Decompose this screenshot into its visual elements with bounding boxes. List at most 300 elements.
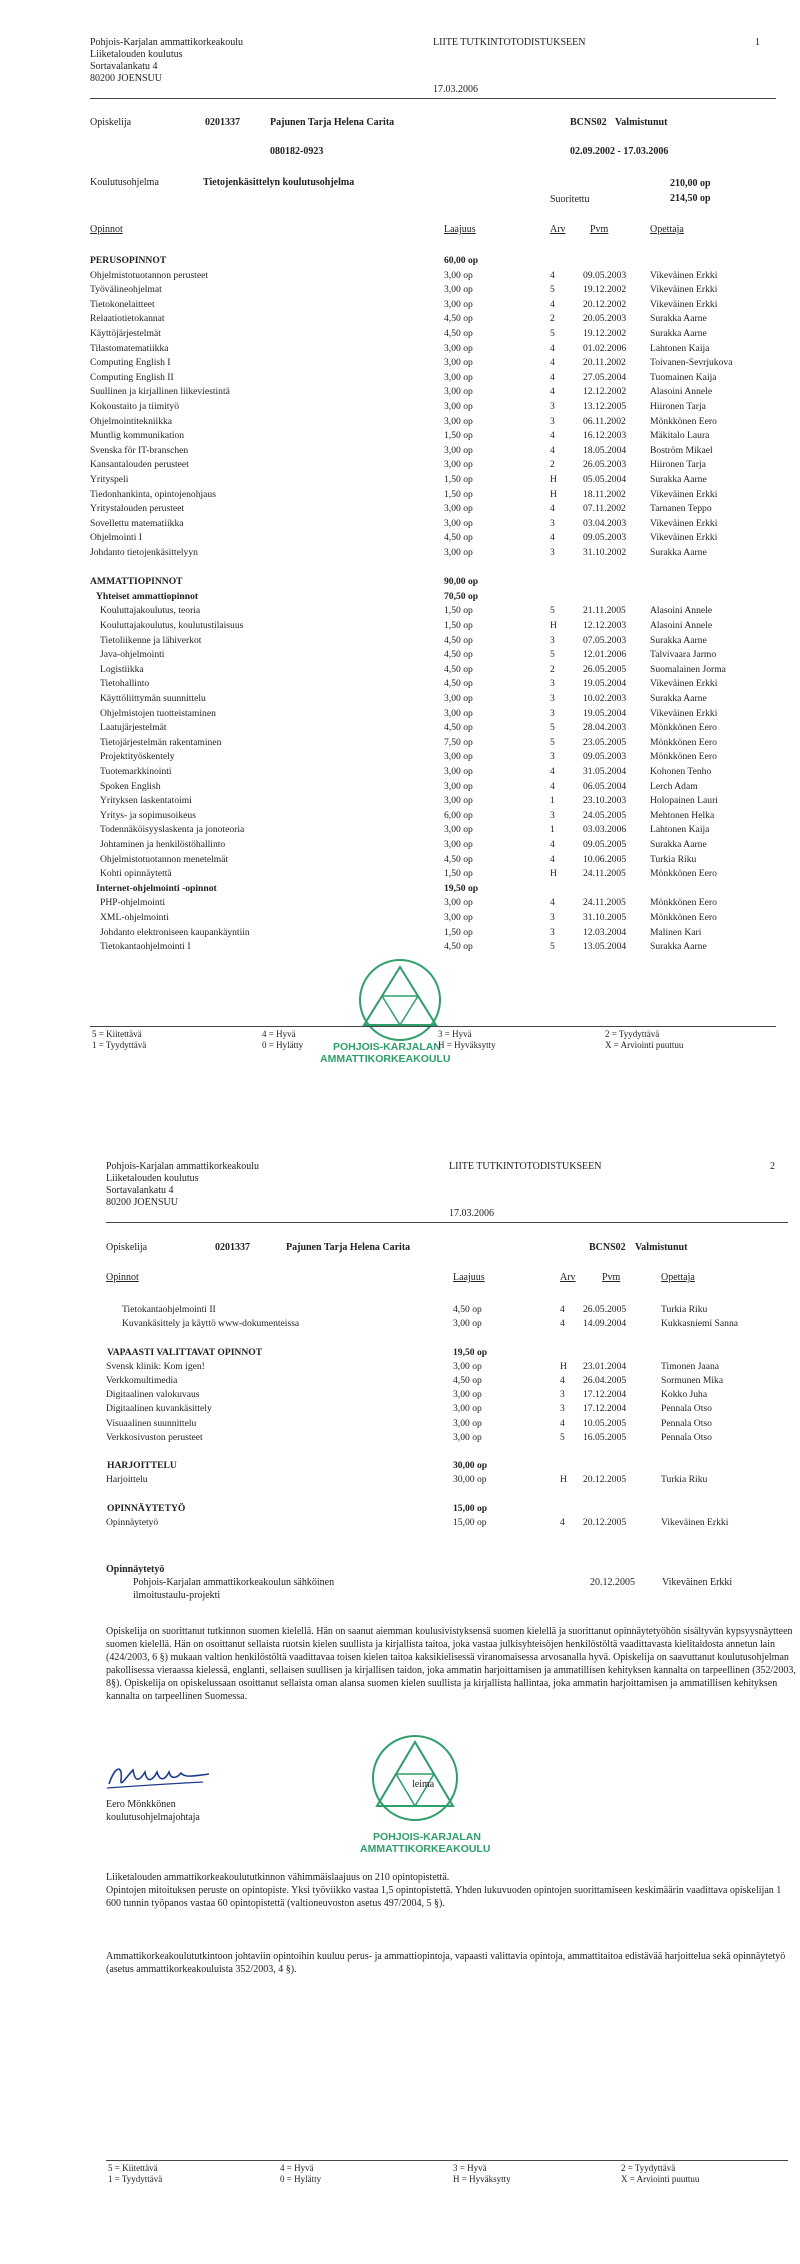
cell-ects: 4,50 op [444,678,473,690]
graduation-status: Valmistunut [635,1242,688,1253]
cell-name: Tuotemarkkinointi [100,766,172,777]
cell-ects: 4,50 op [444,634,473,646]
cell-teacher: Mehtonen Helka [650,809,715,821]
completed-label: Suoritettu [550,194,590,205]
cell-date: 31.05.2004 [583,766,627,777]
cell-date: 20.05.2003 [583,313,627,325]
cell-date: 20.12.2005 [583,1474,627,1486]
cell-teacher: Kokko Juha [661,1389,708,1401]
cell-name: Ohjelmointi I [90,532,142,544]
cell-grade: H [560,1360,567,1372]
cell-ects: 3,00 op [444,517,473,529]
cell-teacher: Lahtonen Kaija [650,342,710,354]
institution-line: Liiketalouden koulutus [90,49,183,60]
cell-teacher: Mönkkönen Eero [650,722,717,734]
cell-date: 12.03.2004 [583,926,627,938]
cell-name: Computing English I [90,357,171,369]
cell-ects: 1,50 op [444,474,473,485]
table-row [0,853,800,866]
table-row [0,473,800,486]
cell-name: Harjoittelu [106,1474,148,1486]
cell-date: 07.05.2003 [583,634,627,646]
cell-date: 09.05.2005 [583,839,627,850]
table-row [0,1516,800,1529]
table-row [0,736,800,749]
cell-date: 20.11.2002 [583,357,626,369]
cell-ects: 15,00 op [453,1517,487,1528]
col-header-teacher: Opettaja [650,224,684,235]
table-row [0,1388,800,1401]
table-row [0,1459,800,1472]
cell-ects: 19,50 op [453,1346,488,1358]
cell-name: Kohti opinnäytettä [100,868,172,880]
cell-teacher: Mönkkönen Eero [650,912,717,923]
cell-teacher: Vikeväinen Erkki [650,517,718,529]
cell-ects: 3,00 op [444,795,473,807]
cell-date: 19.12.2002 [583,328,627,339]
institution-line: Pohjois-Karjalan ammattikorkeakoulu [90,37,244,48]
cell-teacher: Pennala Otso [661,1403,712,1415]
cell-teacher: Surakka Aarne [650,474,707,485]
cell-teacher: Turkia Riku [650,853,697,865]
cell-ects: 1,50 op [444,430,473,442]
cell-name: Verkkosivuston perusteet [106,1431,203,1443]
cell-date: 26.05.2005 [583,1304,627,1315]
table-row [0,269,800,282]
legend-rule [106,2160,788,2161]
table-row [0,794,800,807]
cell-teacher: Vikeväinen Erkki [661,1517,729,1528]
header-rule [90,98,776,99]
cell-name: OPINNÄYTETYÖ [107,1502,186,1514]
cell-ects: 3,00 op [444,371,473,383]
transcript-page-2 [0,1130,800,2264]
table-row [0,809,800,822]
cell-teacher: Surakka Aarne [650,634,707,646]
legend-item: 0 = Hylätty [262,1040,304,1050]
cell-date: 10.02.2003 [583,693,627,704]
cell-ects: 1,50 op [444,620,473,631]
cell-grade: 4 [550,386,555,398]
cell-teacher: Malinen Kari [650,926,702,938]
thesis-date: 20.12.2005 [590,1577,635,1588]
cell-grade: 4 [560,1517,565,1528]
table-row [0,940,800,953]
table-row [0,546,800,559]
table-row [0,283,800,296]
cell-ects: 3,00 op [453,1389,482,1401]
cell-date: 23.10.2003 [583,795,627,807]
student-name: Pajunen Tarja Helena Carita [270,117,395,128]
table-row [0,604,800,617]
cell-name: Svensk klinik: Kom igen! [106,1360,205,1372]
cell-name: Tiedonhankinta, opintojenohjaus [90,488,216,500]
cell-grade: 1 [550,824,555,836]
document-title: LIITE TUTKINTOTODISTUKSEEN [449,1161,602,1172]
cell-name: Internet-ohjelmointi -opinnot [96,882,217,894]
cell-name: Kansantalouden perusteet [90,459,189,471]
cell-date: 09.05.2003 [583,269,627,281]
cell-grade: 3 [550,912,555,923]
cell-teacher: Kukkasniemi Sanna [661,1318,739,1330]
course-table [0,254,800,1014]
cell-date: 12.12.2003 [583,620,627,631]
cell-date: 24.11.2005 [583,897,626,909]
cell-grade: H [560,1474,567,1486]
cell-date: 14.09.2004 [583,1318,627,1330]
cell-name: Yrityksen laskentatoimi [100,795,192,807]
cell-ects: 70,50 op [444,590,479,602]
legend-item: 0 = Hylätty [280,2174,322,2184]
cell-grade: 4 [550,897,555,909]
table-row [0,867,800,880]
table-row [0,721,800,734]
cell-ects: 3,00 op [444,415,473,427]
cell-ects: 3,00 op [444,459,473,471]
cell-teacher: Mönkkönen Eero [650,868,717,880]
table-row [0,911,800,924]
cell-date: 28.04.2003 [583,722,627,734]
table-row [0,254,800,267]
cell-date: 24.11.2005 [583,868,626,880]
cell-ects: 4,50 op [444,649,473,661]
completed-credits: 214,50 op [670,193,711,204]
grade-legend [0,2163,800,2187]
cell-date: 09.05.2003 [583,532,627,544]
cell-ects: 1,50 op [444,926,473,938]
cell-name: Computing English II [90,371,174,383]
cell-date: 17.12.2004 [583,1389,627,1401]
transcript-page-1 [0,0,800,1100]
cell-date: 20.12.2005 [583,1517,627,1528]
cell-name: Tietojärjestelmän rakentaminen [100,736,222,748]
cell-teacher: Vikeväinen Erkki [650,707,718,719]
legend-rule [90,1026,776,1027]
table-row [0,838,800,851]
cell-name: Verkkomultimedia [106,1375,178,1386]
cell-grade: 4 [550,269,555,281]
cell-name: Kouluttajakoulutus, koulutustilaisuus [100,620,244,631]
legend-item: H = Hyväksytty [453,2174,511,2184]
table-row [0,1431,800,1444]
cell-teacher: Boström Mikael [650,444,713,456]
cell-teacher: Mönkkönen Eero [650,415,717,427]
document-date: 17.03.2006 [449,1208,494,1219]
table-row [0,648,800,661]
cell-name: AMMATTIOPINNOT [90,576,183,588]
cell-teacher: Surakka Aarne [650,941,707,953]
cell-grade: H [550,474,557,485]
cell-date: 16.05.2005 [583,1431,627,1443]
cell-date: 31.10.2002 [583,547,627,558]
cell-teacher: Vikeväinen Erkki [650,678,718,690]
cell-grade: 2 [550,313,555,325]
cell-name: Ohjelmistotuotannon perusteet [90,269,209,281]
cell-teacher: Holopainen Lauri [650,795,718,807]
study-period: 02.09.2002 - 17.03.2006 [570,146,669,157]
program-label: Koulutusohjelma [90,177,159,188]
page-number: 2 [770,1161,775,1172]
col-header-course: Opinnot [106,1272,139,1283]
cell-date: 27.05.2004 [583,371,627,383]
institution-line: 80200 JOENSUU [90,73,162,84]
cell-name: Yhteiset ammattiopinnot [96,590,199,602]
cell-ects: 30,00 op [453,1474,487,1486]
course-table [0,1303,800,1533]
seal-text-1: POHJOIS-KARJALAN [373,1831,481,1843]
col-header-grade: Arv [560,1272,576,1283]
table-row [0,517,800,530]
cell-teacher: Kohonen Tenho [650,766,712,777]
student-id: 0201337 [205,117,240,128]
thesis-teacher: Vikeväinen Erkki [662,1577,733,1588]
thesis-title: ilmoitustaulu-projekti [133,1590,221,1601]
cell-ects: 3,00 op [444,766,473,777]
cell-name: Tietokantaohjelmointi II [122,1304,216,1315]
cell-teacher: Alasoini Annele [650,605,713,617]
cell-teacher: Vikeväinen Erkki [650,298,718,310]
legend-item: 4 = Hyvä [262,1029,296,1039]
cell-grade: 2 [550,459,555,471]
cell-ects: 3,00 op [444,342,473,354]
cell-name: HARJOITTELU [107,1460,177,1472]
cell-date: 26.04.2005 [583,1375,627,1386]
info-min-credits: Liiketalouden ammattikorkeakoulututkinnon vähimmäislaajuus on 210 opintopistettä. [106,1872,450,1883]
cell-grade: 5 [550,284,555,296]
cell-name: Johdanto tietojenkäsittelyyn [90,547,198,558]
cell-date: 31.10.2005 [583,912,627,923]
thesis-heading: Opinnäytetyö [106,1564,165,1575]
table-row [0,502,800,515]
cell-name: Tietoliikenne ja lähiverkot [100,634,202,646]
seal-mark: leima [412,1779,435,1790]
cell-name: Logistiikka [100,663,144,675]
cell-date: 26.05.2003 [583,459,627,471]
table-row [0,882,800,895]
cell-teacher: Mäkitalo Laura [650,430,710,442]
cell-date: 17.12.2004 [583,1403,627,1415]
col-header-credits: Laajuus [453,1272,485,1283]
cell-ects: 3,00 op [444,298,473,310]
legend-item: 2 = Tyydyttävä [605,1029,660,1039]
cell-teacher: Timonen Jaana [661,1360,720,1372]
table-row [0,634,800,647]
cell-ects: 4,50 op [444,532,473,544]
table-row [0,663,800,676]
cell-name: Digitaalinen valokuvaus [106,1389,200,1401]
cell-name: Käyttöliittymän suunnittelu [100,693,206,704]
table-row [0,356,800,369]
student-label: Opiskelija [90,117,132,128]
cell-grade: 5 [550,649,555,661]
cell-grade: 4 [550,430,555,442]
cell-date: 16.12.2003 [583,430,627,442]
cell-grade: 4 [550,853,555,865]
table-row [0,1488,800,1501]
cell-teacher: Surakka Aarne [650,328,707,339]
cell-date: 03.04.2003 [583,517,627,529]
cell-name: PHP-ohjelmointi [100,897,166,909]
cell-name: PERUSOPINNOT [90,255,167,266]
student-id: 0201337 [215,1242,250,1253]
program-name: Tietojenkäsittelyn koulutusohjelma [203,177,355,188]
legend-item: 5 = Kiitettävä [92,1029,142,1039]
cell-name: Ohjelmistojen tuotteistaminen [100,707,216,719]
cell-grade: 4 [550,298,555,310]
cell-grade: H [550,488,557,500]
cell-name: Opinnäytetyö [106,1517,159,1528]
group-code: BCNS02 [570,117,607,128]
cell-teacher: Alasoini Annele [650,620,713,631]
table-row [0,780,800,793]
table-row [0,823,800,836]
cell-ects: 30,00 op [453,1460,488,1472]
document-date: 17.03.2006 [433,84,478,95]
legend-item: 3 = Hyvä [453,2163,487,2173]
cell-ects: 4,50 op [453,1375,482,1386]
grade-legend [0,1029,800,1053]
legend-item: X = Arviointi puuttuu [605,1040,684,1050]
cell-date: 10.05.2005 [583,1417,627,1429]
cell-grade: H [550,868,557,880]
table-row [0,561,800,574]
cell-name: Johtaminen ja henkilöstöhallinto [100,839,226,850]
cell-grade: 5 [550,722,555,734]
cell-ects: 4,50 op [444,663,473,675]
cell-grade: 4 [550,766,555,777]
cell-ects: 4,50 op [444,313,473,325]
cell-ects: 1,50 op [444,488,473,500]
table-row [0,342,800,355]
cell-name: Kuvankäsittely ja käyttö www-dokumenteissa [122,1318,300,1330]
cell-date: 03.03.2006 [583,824,627,836]
cell-teacher: Pennala Otso [661,1431,712,1443]
cell-teacher: Vikeväinen Erkki [650,284,718,296]
cell-grade: 4 [550,780,555,792]
cell-grade: 5 [560,1431,565,1443]
table-row [0,531,800,544]
cell-name: Sovellettu matematiikka [90,517,184,529]
cell-ects: 4,50 op [444,941,473,953]
cell-name: VAPAASTI VALITTAVAT OPINNOT [107,1346,263,1358]
cell-name: Spoken English [100,780,161,792]
table-row [0,1502,800,1515]
cell-grade: 5 [550,605,555,617]
cell-grade: 5 [550,328,555,339]
cell-name: Tilastomatematiikka [90,342,169,354]
cell-ects: 3,00 op [444,693,473,704]
cell-name: Tietokantaohjelmointi I [100,941,191,953]
institution-line: 80200 JOENSUU [106,1197,178,1208]
cell-date: 24.05.2005 [583,809,627,821]
cell-name: Relaatiotietokannat [90,313,165,325]
cell-date: 13.12.2005 [583,401,627,412]
cell-grade: 5 [550,941,555,953]
page-number: 1 [755,37,760,48]
cell-date: 10.06.2005 [583,853,627,865]
table-row [0,1402,800,1415]
cell-grade: 4 [550,342,555,354]
signer-name: Eero Mönkkönen [106,1799,176,1810]
cell-grade: 3 [550,634,555,646]
cell-teacher: Tarnanen Teppo [650,503,712,515]
institution-line: Liiketalouden koulutus [106,1173,199,1184]
cell-grade: 4 [560,1417,565,1429]
cell-name: Visuaalinen suunnittelu [106,1417,197,1429]
cell-ects: 3,00 op [444,357,473,369]
cell-date: 06.11.2002 [583,415,626,427]
cell-ects: 3,00 op [444,284,473,296]
table-row [0,1317,800,1330]
cell-date: 19.05.2004 [583,707,627,719]
language-skills-paragraph: Opiskelija on suorittanut tutkinnon suomen kielellä. Hän on saanut aiemman koulusivistyksensä suomen kielellä ja suorittanut opinnäytetyöhön sisältyvän kypsyysnäytteen suomen kielellä. Hän on osoittanut sellaista ruotsin kielen suullista ja kirjallista taitoa, joka vastaa julkisyhteisöjen henkilöstöltä vaadittavasta kielitaidosta annetun lain (424/2003, 6 §) mukaan valtion henkilöstöltä vaadittavaa toisen kielen taitoa kaksikielisessä viranomaisessa arvosanalla hyvä. Opiskelija on saavuttanut koulutusohjelman pakollisessa vieraassa kielessä, englanti, sellaisen suullisen ja kirjallisen taidon, joka ammatin harjoittamisen ja ammatillisen kehityksen kannalta on tarpeellinen (352/2003, 8§). Opiskelija on opiskelussaan osoittanut sellaista oman alansa suomen kielen suullista ja kirjallista hallintaa, joka ammatin harjoittamisen ja ammatillisen kehityksen kannalta on tarpeellinen Suomessa. [106,1626,796,1702]
seal-text-2: AMMATTIKORKEAKOULU [360,1843,491,1855]
cell-date: 01.02.2006 [583,342,627,354]
cell-grade: 4 [550,503,555,515]
cell-grade: H [550,620,557,631]
table-row [0,765,800,778]
cell-teacher: Surakka Aarne [650,839,707,850]
cell-ects: 3,00 op [444,824,473,836]
cell-name: Ohjelmistotuotannon menetelmät [100,853,229,865]
cell-ects: 1,50 op [444,868,473,880]
cell-name: Todennäköisyyslaskenta ja jonoteoria [100,824,245,836]
cell-teacher: Mönkkönen Eero [650,897,717,909]
table-row [0,707,800,720]
col-header-date: Pvm [590,224,609,235]
cell-name: Johdanto elektroniseen kaupankäyntiin [100,926,250,938]
required-credits: 210,00 op [670,178,711,189]
legend-item: 5 = Kiitettävä [108,2163,158,2173]
table-row [0,926,800,939]
cell-date: 19.12.2002 [583,284,627,296]
thesis-title: Pohjois-Karjalan ammattikorkeakoulun sähköinen [133,1577,335,1588]
cell-teacher: Turkia Riku [661,1474,708,1486]
cell-grade: 3 [550,678,555,690]
table-row [0,1331,800,1344]
col-header-grade: Arv [550,224,566,235]
table-row [0,1445,800,1458]
cell-grade: 4 [550,839,555,850]
cell-ects: 3,00 op [444,269,473,281]
cell-date: 12.01.2006 [583,649,627,661]
table-row [0,1360,800,1373]
student-name: Pajunen Tarja Helena Carita [286,1242,411,1253]
table-row [0,575,800,588]
cell-teacher: Sormunen Mika [661,1375,724,1386]
cell-grade: 3 [550,751,555,763]
cell-teacher: Pennala Otso [661,1417,712,1429]
cell-ects: 3,00 op [444,401,473,412]
cell-ects: 1,50 op [444,605,473,617]
cell-teacher: Vikeväinen Erkki [650,269,718,281]
table-row [0,1303,800,1316]
cell-ects: 3,00 op [444,839,473,850]
cell-ects: 3,00 op [444,503,473,515]
cell-name: Yrityspeli [90,474,129,485]
cell-grade: 4 [550,444,555,456]
seal-text-1: POHJOIS-KARJALAN [333,1041,441,1053]
cell-ects: 3,00 op [444,897,473,909]
table-row [0,1473,800,1486]
cell-teacher: Lahtonen Kaija [650,824,710,836]
cell-grade: 3 [560,1389,565,1401]
legend-item: 3 = Hyvä [438,1029,472,1039]
cell-grade: 3 [550,926,555,938]
table-row [0,400,800,413]
col-header-teacher: Opettaja [661,1272,695,1283]
cell-teacher: Surakka Aarne [650,547,707,558]
